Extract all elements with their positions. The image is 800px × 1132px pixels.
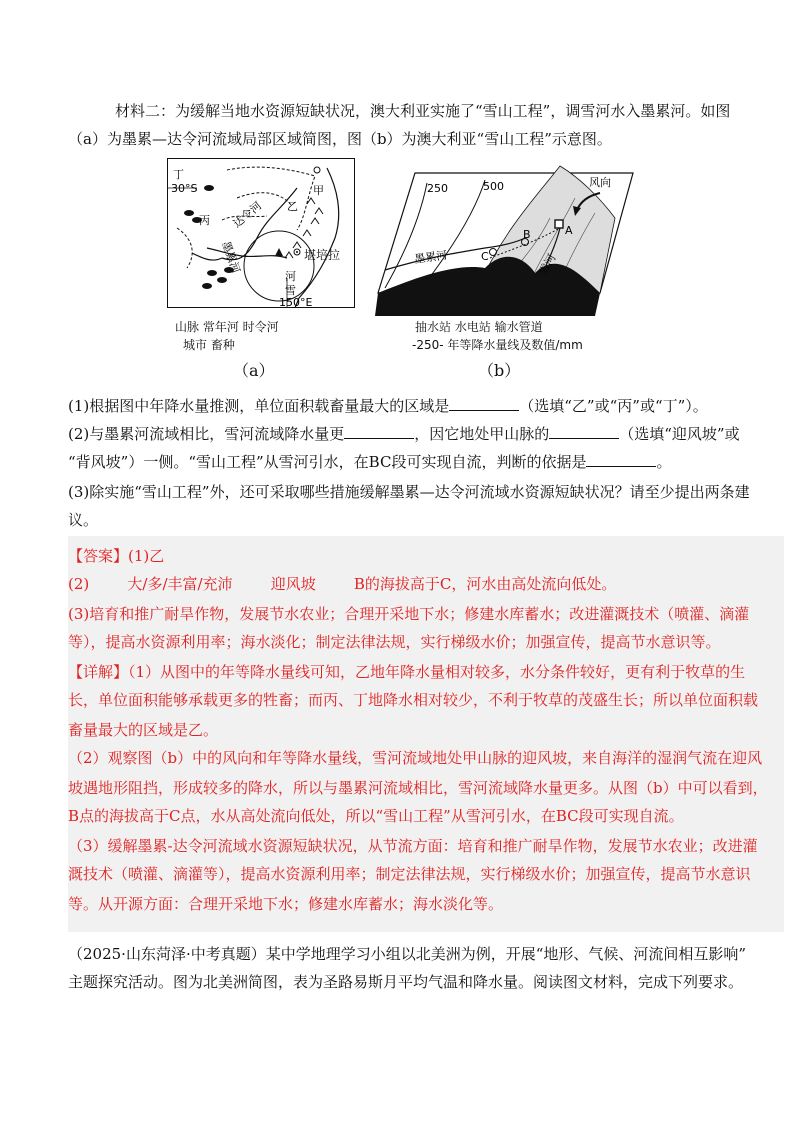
figure-b-diagram (375, 158, 635, 316)
answer-blank-2[interactable] (344, 424, 414, 439)
answer-1-text: (1)乙 (128, 547, 165, 565)
detail-line-9: 等。从开源方面：合理开采地下水；修建水库蓄水；海水淡化等。 (68, 895, 504, 913)
map-b-label-wind: 风向 (589, 176, 611, 189)
answer-blank-3[interactable] (549, 424, 619, 439)
figure-a-caption: （a） (233, 361, 275, 380)
figure-a-legend-line-1: 山脉 常年河 时令河 (175, 320, 279, 334)
figure-b-legend-line-2: -250- 年等降水量线及数值/mm (412, 338, 583, 352)
detail-line-2: 长，单位面积能够承载更多的牲畜；而丙、丁地降水相对较少，不利于牧草的茂盛生长；所以单位面积载 (68, 691, 759, 709)
map-a-label-snow: 雪 (285, 284, 296, 297)
answer-line-2: (2) 大/多/丰富/充沛 迎风坡 B的海拔高于C，河水由高处流向低处。 (68, 575, 617, 593)
map-b-label-c: C (481, 250, 489, 263)
next-question-line-2: 主题探究活动。图为北美洲简图，表为圣路易斯月平均气温和降水量。阅读图文材料，完成下列要求。 (68, 973, 744, 991)
material-line-1: 材料二：为缓解当地水资源短缺状况，澳大利亚实施了“雪山工程”，调雪河水入墨累河。如图 (115, 102, 731, 120)
detail-line-5: 坡遇地形阻挡，形成较多的降水，所以与墨累河流域相比，雪河流域降水量更多。从图（b）中可以看到， (68, 779, 768, 797)
figure-b-legend-line-1: 抽水站 水电站 输水管道 (415, 320, 543, 334)
figure-a-map (167, 158, 355, 308)
question-1-tail: （选填“乙”或“丙”或“丁”）。 (519, 397, 708, 415)
map-b-label-murray: 墨累河 (413, 248, 449, 266)
figure-a-legend-line-2: 城市 畜种 (183, 338, 235, 352)
map-a-label-murray: 墨累河 (219, 239, 243, 276)
question-1-text: (1)根据图中年降水量推测，单位面积载畜量最大的区域是 (68, 397, 450, 415)
question-2-line-2-tail: 。 (656, 453, 672, 471)
question-2-tail: （选填“迎风坡”或 (619, 425, 740, 443)
map-b-label-500: 500 (483, 180, 504, 193)
answer-blank-4[interactable] (586, 452, 656, 467)
question-2-line-2-text: “背风坡”）一侧。“雪山工程”从雪河引水，在BC段可实现自流，判断的依据是 (68, 453, 587, 471)
detail-1-text: （1）从图中的年等降水量线可知，乙地年降水量相对较多，水分条件较好，更有利于牧草的生 (128, 663, 746, 681)
detail-line-6: B点的海拔高于C点，水从高处流向低处，所以“雪山工程”从雪河引水，在BC段可实现自流。 (68, 807, 684, 825)
map-a-label-canberra: 堪培拉 (304, 248, 341, 262)
question-3-line-1: (3)除实施“雪山工程”外，还可采取哪些措施缓解墨累—达令河流域水资源短缺状况？请至少提出两条建 (68, 483, 750, 501)
map-a-label-lat: 30°S (171, 182, 198, 195)
answer-line-4: 等），提高水资源利用率；海水淡化；制定法律法规，实行梯级水价；加强宣传，提高节水意识等。 (68, 633, 721, 651)
map-a-label-bing: 丙 (199, 214, 210, 227)
detail-line-1 (68, 662, 745, 682)
material-line-2: （a）为墨累—达令河流域局部区域简图，图（b）为澳大利亚“雪山工程”示意图。 (68, 130, 612, 148)
detail-line-7: （3）缓解墨累-达令河流域水资源短缺状况，从节流方面：培育和推广耐旱作物，发展节水农业；改进灌 (68, 837, 758, 855)
detail-tag: 【详解】 (68, 663, 129, 681)
map-b-label-b: B (523, 228, 531, 241)
detail-line-4: （2）观察图（b）中的风向和年等降水量线，雪河流域地处甲山脉的迎风坡，来自海洋的湿润气流在迎风 (68, 749, 763, 767)
map-b-label-250: 250 (427, 182, 448, 195)
question-3-line-2: 议。 (68, 511, 99, 529)
map-a-label-lon: 150°E (279, 296, 313, 308)
answer-blank-1[interactable] (449, 396, 519, 411)
answer-tag: 【答案】 (68, 547, 129, 565)
detail-line-3: 畜量最大的区域是乙。 (68, 721, 219, 739)
figure-b-caption: （b） (478, 361, 521, 380)
question-1 (68, 396, 708, 416)
question-2-text: (2)与墨累河流域相比，雪河流域降水量更 (68, 425, 345, 443)
question-2-mid: ，因它地处甲山脉的 (414, 425, 550, 443)
map-a-label-jia: 甲 (313, 184, 324, 197)
detail-line-8: 溉技术（喷灌、滴灌等），提高水资源利用率；制定法律法规，实行梯级水价；加强宣传，提高节水意识 (68, 865, 751, 883)
map-a-label-yi: 乙 (287, 200, 298, 213)
map-a-label-darling: 达令河 (230, 199, 265, 231)
question-2 (68, 424, 740, 444)
answer-line-1 (68, 546, 164, 566)
map-a-label-ding: 丁 (173, 168, 184, 181)
question-2-line-2 (68, 452, 671, 472)
map-a-label-river: 河 (285, 270, 296, 283)
answer-line-3: (3)培育和推广耐旱作物，发展节水农业；合理开采地下水；修建水库蓄水；改进灌溉技术（喷灌、滴灌 (68, 605, 750, 623)
map-b-label-a: A (565, 224, 573, 237)
next-question-line-1: （2025·山东菏泽·中考真题）某中学地理学习小组以北美洲为例，开展“地形、气候、河流间相互影响” (68, 945, 747, 963)
map-b-label-snow: 雪河 (536, 251, 559, 278)
